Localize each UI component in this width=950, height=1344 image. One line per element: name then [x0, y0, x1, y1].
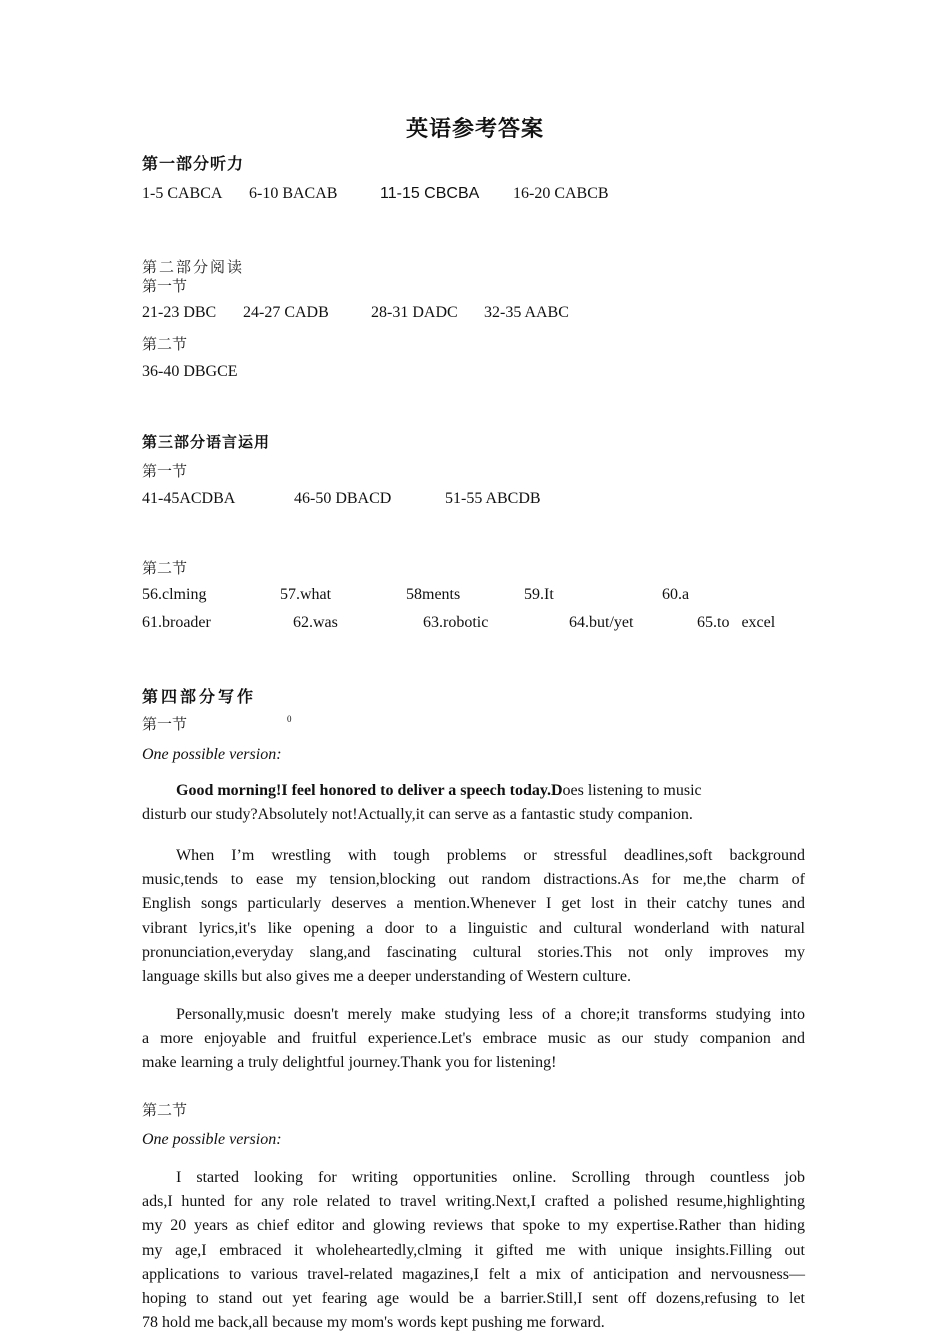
part4-heading: 第四部分写作 [142, 687, 257, 706]
part3-answer-2: 46-50 DBACD [294, 490, 392, 507]
section2-version-label: One possible version: [142, 1131, 282, 1148]
speech-opening-rest: oes listening to music [562, 782, 702, 799]
story-line: I started looking for writing opportunities online. Scrolling through countless job [176, 1169, 805, 1186]
blank-answer-65: 65.to excel [697, 614, 776, 631]
section1-version-label: One possible version: [142, 746, 282, 763]
blank-answer-64: 64.but/yet [569, 614, 634, 631]
speech-p3-line: Personally,music doesn't merely make studying less of a chore;it transforms studying into [176, 1006, 805, 1023]
blank-answer-63: 63.robotic [423, 614, 489, 631]
story-line: 78 hold me back,all because my mom's words kept pushing me forward. [142, 1314, 605, 1332]
part2-section1-label: 第一节 [142, 277, 188, 295]
blank-answer-56: 56.clming [142, 586, 207, 603]
speech-p2-line: music,tends to ease my tension,blocking out random distractions.As for me,the charm of [142, 871, 805, 889]
blank-answer-59: 59.It [524, 586, 554, 603]
part4-section1-label: 第一节 [142, 715, 188, 733]
story-line: hoping to stand out yet fearing age would be a barrier.Still,I sent off dozens,refusing to let [142, 1289, 805, 1307]
part4-section2-label: 第二节 [142, 1101, 188, 1119]
part1-answer-2: 6-10 BACAB [249, 185, 338, 202]
speech-paragraph-1-line-2: disturb our study?Absolutely not!Actually,it can serve as a fantastic study companion. [142, 806, 693, 823]
part2-answer-4: 32-35 AABC [484, 304, 569, 321]
part2-answer-3: 28-31 DADC [371, 304, 458, 321]
speech-paragraph-1-line-1 [176, 782, 702, 800]
blank-answer-61: 61.broader [142, 614, 211, 631]
speech-greeting: Good morning!I feel honored to deliver a speech today.D [176, 782, 563, 799]
part2-answer-2: 24-27 CADB [243, 304, 329, 321]
part2-heading: 第二部分阅读 [142, 258, 245, 276]
speech-p3-line: make learning a truly delightful journey.Thank you for listening! [142, 1054, 557, 1072]
part3-answer-1: 41-45ACDBA [142, 490, 236, 507]
part3-answer-3: 51-55 ABCDB [445, 490, 541, 507]
blank-answer-57: 57.what [280, 586, 332, 603]
speech-paragraph-3 [142, 1003, 805, 1076]
part1-answer-4: 16-20 CABCB [513, 185, 609, 202]
part2-section2-answer: 36-40 DBGCE [142, 363, 238, 380]
blank-answer-60: 60.a [662, 586, 690, 603]
part3-section2-label: 第二节 [142, 559, 188, 577]
part3-section1-label: 第一节 [142, 462, 188, 480]
story-line: my age,I embraced it wholeheartedly,clming it gifted me with unique insights.Filling out [142, 1241, 805, 1259]
story-line: applications to various travel-related magazines,I felt a mix of anticipation and nervousness— [142, 1265, 805, 1283]
page-title: 英语参考答案 [405, 117, 544, 142]
speech-p3-line: a more enjoyable and fruitful experience.Let's embrace music as our study companion and [142, 1030, 805, 1048]
blank-answer-62: 62.was [293, 614, 338, 631]
part2-section2-label: 第二节 [142, 335, 188, 353]
part1-answer-1: 1-5 CABCA [142, 185, 223, 202]
speech-p2-line: language skills but also gives me a deeper understanding of Western culture. [142, 967, 631, 985]
speech-p2-line: pronunciation,everyday slang,and fascinating cultural stories.This not only improves my [142, 943, 805, 961]
part1-answer-3: 11-15 CBCBA [380, 185, 480, 202]
part2-answer-1: 21-23 DBC [142, 304, 217, 321]
blank-answer-58: 58ments [406, 586, 461, 603]
part1-heading: 第一部分听力 [142, 154, 245, 173]
section1-superscript-mark: 0 [287, 714, 292, 724]
part3-heading: 第三部分语言运用 [142, 433, 271, 451]
speech-paragraph-2 [142, 844, 805, 989]
speech-p2-line: vibrant lyrics,it's like opening a door to a linguistic and cultural wonderland with natural [142, 919, 805, 937]
speech-p2-line: When I’m wrestling with tough problems or stressful deadlines,soft background [176, 847, 805, 864]
speech-p2-line: English songs particularly deserves a mention.Whenever I get lost in their catchy tunes and [142, 895, 805, 913]
story-line: ads,I hunted for any role related to travel writing.Next,I crafted a polished resume,highlighting [142, 1193, 805, 1211]
story-paragraph [142, 1166, 805, 1335]
story-line: my 20 years as chief editor and glowing reviews that spoke to my expertise.Rather than hiding [142, 1217, 805, 1235]
